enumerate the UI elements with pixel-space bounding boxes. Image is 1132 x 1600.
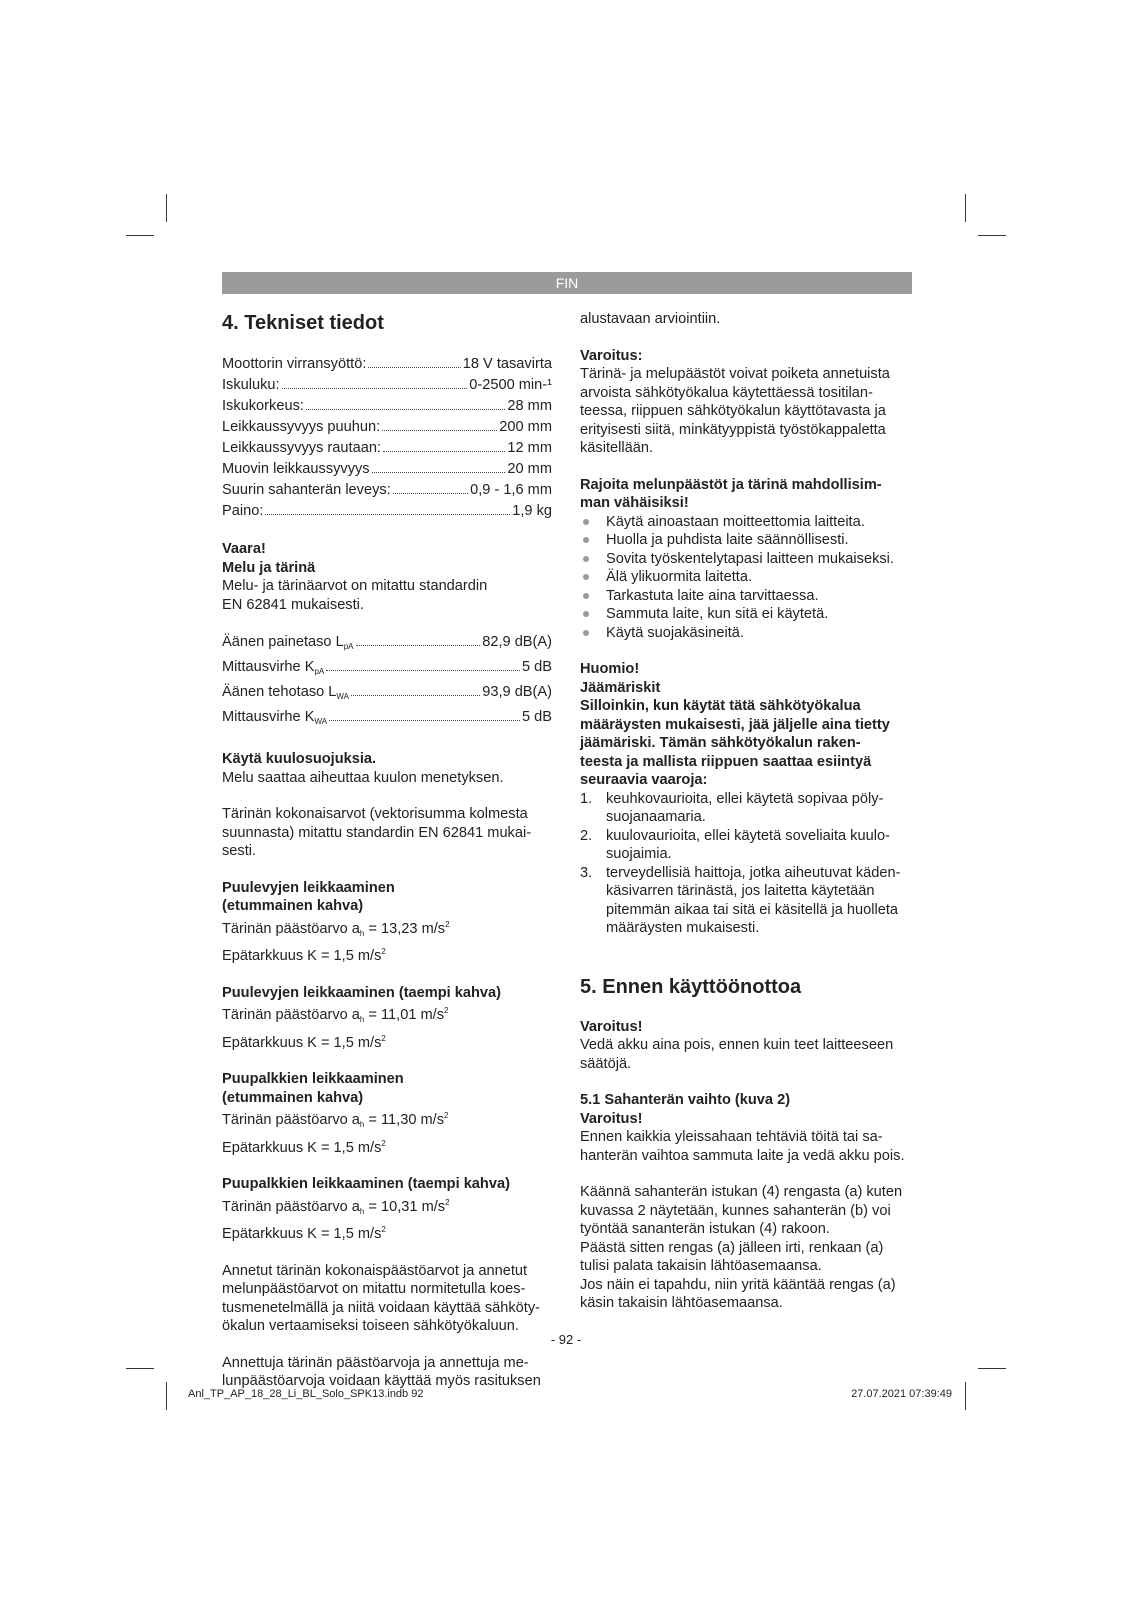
footer-datetime: 27.07.2021 07:39:49 (851, 1388, 952, 1400)
crop-mark (965, 1382, 966, 1410)
noise-subscript: pA (343, 642, 354, 651)
superscript: 2 (445, 1197, 450, 1207)
spec-row (222, 459, 552, 480)
subsection-title: 5.1 Sahanterän vaihto (kuva 2) (580, 1092, 791, 1108)
uncertainty-value: Epätarkkuus K = 1,5 $m/s^2$ (222, 1033, 386, 1051)
warning-text (580, 1128, 912, 1165)
list-item: 3. terveydellisiä haittoja, jotka aiheutuvat käden- käsivarren tärinästä, jos laitetta käytetään pitemmän aikaa tai sitä ei käsitellä ja huolleta määräysten mukaisesti. (580, 864, 901, 936)
superscript: 2 (381, 1225, 386, 1234)
noise-subscript: pA (314, 667, 325, 676)
uncertainty-value: Epätarkkuus K = 1,5 $m/s^2$ (222, 947, 386, 964)
paragraph-line: Annettuja tärinän päästöarvoja ja annettuja me- (222, 1354, 529, 1371)
list-item: Sovita työskentelytapasi laitteen mukaiseksi. (580, 550, 912, 569)
spec-row (222, 417, 552, 438)
superscript: 2 (381, 947, 386, 956)
crop-mark (126, 235, 154, 236)
superscript: 2 (444, 1111, 449, 1120)
noise-label: Äänen tehotaso $L_{WA}$ (222, 684, 350, 701)
page-number: - 92 - (550, 1332, 582, 1347)
list-item: 1. keuhkovaurioita, ellei käytetä sopivaa pöly- suojanaamaria. (580, 790, 884, 825)
spacer (222, 1244, 552, 1262)
group-title: (etummainen kahva) (222, 898, 364, 914)
spec-list (222, 354, 552, 522)
list-item: Huolla ja puhdista laite säännöllisesti. (580, 531, 912, 550)
section-title-5: 5. Ennen käyttöönottoa (580, 975, 802, 998)
paragraph-line: määräysten mukaisesti, jää jäljelle aina tietty (580, 716, 890, 733)
list-item: 2. kuulovaurioita, ellei käytetä soveliaita kuulo- suojaimia. (580, 827, 890, 862)
spec-value: 0,9 - 1,6 mm (470, 482, 552, 498)
language-header-bar: FIN (222, 272, 912, 294)
paragraph-line: lunpäästöarvoja voidaan käyttää myös rasituksen (222, 1373, 541, 1389)
noise-value: 5 dB (521, 709, 552, 725)
noise-subscript: WA (314, 717, 328, 726)
spec-row (222, 438, 552, 459)
list-number: 2. (580, 827, 593, 844)
noise-values (222, 632, 552, 732)
warning-text (580, 365, 912, 458)
noise-value: 82,9 dB(A) (482, 634, 552, 650)
list-item: Älä ylikuormita laitetta. (580, 568, 912, 587)
noise-text: EN 62841 mukaisesti. (222, 596, 364, 613)
paragraph-line: käsitellään. (580, 440, 654, 456)
spec-label: Leikkaussyvyys puuhun: (222, 419, 381, 435)
heading-line: Rajoita melunpäästöt ja tärinä mahdollisim- (580, 476, 882, 493)
dot-leader (368, 367, 460, 368)
noise-row (222, 707, 552, 732)
group-title: Puupalkkien leikkaaminen (taempi kahva) (222, 1176, 510, 1192)
spec-label: Paino: (222, 503, 264, 519)
list-number: 1. (580, 790, 593, 807)
bullet-list (580, 513, 912, 643)
emission-paragraph (222, 1262, 552, 1336)
risk-list (580, 790, 912, 938)
crop-mark (978, 235, 1006, 236)
emission-paragraph (222, 1354, 552, 1391)
spacer (222, 1157, 552, 1175)
continued-text: alustavaan arviointiin. (580, 311, 721, 327)
spec-row (222, 480, 552, 501)
vibration-value: Tärinän päästöarvo $a_h = 10,31$ $m/s^2$ (222, 1197, 450, 1216)
spec-value: 12 mm (507, 440, 552, 456)
crop-mark (978, 1368, 1006, 1369)
noise-row (222, 632, 552, 657)
paragraph-line: Jos näin ei tapahdu, niin yritä kääntää rengas (a) (580, 1276, 896, 1293)
attention-heading: Huomio! (580, 661, 640, 677)
dot-leader (329, 720, 520, 721)
paragraph-line: säätöjä. (580, 1055, 632, 1072)
paragraph-line: erityisesti siitä, minkätyyppistä työstökappaletta (580, 421, 886, 438)
value-subscript: h (359, 1015, 365, 1024)
spec-label: Moottorin virransyöttö: (222, 356, 367, 372)
noise-label: Mittausvirhe $K_{pA}$ (222, 659, 325, 676)
superscript: 2 (444, 1006, 449, 1015)
warning-heading: Varoitus: (580, 347, 643, 364)
paragraph-line: kuvassa 2 näytetään, kunnes sahanterän (b) voi (580, 1202, 891, 1219)
list-item: Sammuta laite, kun sitä ei käytetä. (580, 605, 912, 624)
group-title: Puupalkkien leikkaaminen (222, 1071, 404, 1087)
hearing-protection-heading: Käytä kuulosuojuksia. (222, 751, 377, 767)
uncertainty-value: Epätarkkuus K = 1,5 $m/s^2$ (222, 1138, 386, 1156)
noise-value: 93,9 dB(A) (482, 684, 552, 700)
right-column (580, 310, 912, 1313)
footer-filename: Anl_TP_AP_18_28_Li_BL_Solo_SPK13.indb 92 (188, 1388, 424, 1400)
noise-text: Melu- ja tärinäarvot on mitattu standardin (222, 578, 488, 594)
spec-row (222, 354, 552, 375)
spec-label: Iskukorkeus: (222, 398, 304, 414)
paragraph-line: Annetut tärinän kokonaispäästöarvot ja annetut (222, 1262, 528, 1279)
paragraph-line: käsin takaisin lähtöasemaansa. (580, 1295, 783, 1311)
paragraph-line: Tärinän kokonaisarvot (vektorisumma kolmesta (222, 806, 528, 822)
dot-leader (326, 670, 520, 671)
spec-value: 20 mm (507, 461, 552, 477)
left-column (222, 310, 552, 1391)
vibration-value: Tärinän päästöarvo $a_h = 13,23$ $m/s^2$ (222, 919, 450, 938)
paragraph-line: sesti. (222, 843, 257, 859)
vibration-value: Tärinän päästöarvo $a_h = 11,30$ $m/s^2$ (222, 1111, 449, 1129)
value-subscript: h (359, 1206, 365, 1216)
spec-label: Leikkaussyvyys rautaan: (222, 440, 381, 456)
list-item: Käytä suojakäsineitä. (580, 624, 912, 643)
dot-leader (351, 695, 480, 696)
section-title-4: 4. Tekniset tiedot (222, 312, 384, 334)
warning-heading: Varoitus! (580, 1110, 643, 1127)
paragraph-line: Käännä sahanterän istukan (4) rengasta (a) kuten (580, 1184, 903, 1200)
dot-leader (382, 430, 497, 431)
spec-value: 1,9 kg (512, 503, 552, 519)
warning-heading: Varoitus! (580, 1018, 643, 1035)
spec-row (222, 396, 552, 417)
value-subscript: h (359, 928, 365, 938)
list-item: Tarkastuta laite aina tarvittaessa. (580, 587, 912, 606)
paragraph-line: ökalun vertaamiseksi toiseen sähkötyökaluun. (222, 1318, 519, 1334)
group-title: Puulevyjen leikkaaminen (taempi kahva) (222, 984, 502, 1001)
spec-label: Iskuluku: (222, 377, 280, 393)
noise-row (222, 657, 552, 682)
spec-label: Suurin sahanterän leveys: (222, 482, 391, 498)
spec-value: 28 mm (507, 398, 552, 414)
dot-leader (265, 514, 510, 515)
list-item: Käytä ainoastaan moitteettomia laitteita. (580, 513, 912, 532)
paragraph-line: jäämäriski. Tämän sähkötyökalun raken- (580, 735, 861, 751)
paragraph-line: teessa, riippuen sähkötyökalun käyttötavasta ja (580, 403, 886, 419)
spacer (222, 1052, 552, 1070)
vibration-value: Tärinän päästöarvo $a_h = 11,01$ $m/s^2$ (222, 1006, 449, 1024)
hearing-protection-text: Melu saattaa aiheuttaa kuulon menetyksen. (222, 769, 504, 786)
dot-leader (282, 388, 468, 389)
noise-heading: Melu ja tärinä (222, 559, 316, 576)
paragraph-line: Tärinä- ja melupäästöt voivat poiketa annetuista (580, 366, 890, 382)
superscript: 2 (381, 1138, 386, 1148)
crop-mark (126, 1368, 154, 1369)
noise-label: Äänen painetaso $L_{pA}$ (222, 634, 354, 651)
paragraph-line: työntää sananterän istukan (4) rakoon. (580, 1221, 830, 1237)
warning-text (580, 1036, 912, 1073)
dot-leader (383, 451, 505, 452)
vibration-groups (222, 879, 552, 1262)
noise-value: 5 dB (521, 659, 552, 675)
paragraph-line: seuraavia vaaroja: (580, 772, 708, 788)
list-number: 3. (580, 864, 593, 881)
paragraph-line: suunnasta) mitattu standardin EN 62841 mukai- (222, 824, 532, 841)
spec-value: 18 V tasavirta (462, 356, 552, 372)
paragraph-line: melunpäästöarvot on mitattu normitetulla koes- (222, 1281, 526, 1297)
spec-value: 200 mm (499, 419, 552, 435)
group-title: (etummainen kahva) (222, 1089, 364, 1106)
spec-row (222, 375, 552, 396)
dot-leader (372, 472, 506, 473)
paragraph-line: teesta ja mallista riippuen saattaa esiintyä (580, 753, 872, 770)
group-title: Puulevyjen leikkaaminen (222, 879, 395, 896)
instruction-text (580, 1183, 912, 1313)
paragraph-line: Silloinkin, kun käytät tätä sähkötyökalua (580, 698, 861, 714)
paragraph-line: arvoista sähkötyökalua käytettäessä tositilan- (580, 384, 873, 401)
dot-leader (393, 493, 468, 494)
paragraph-line: Vedä akku aina pois, ennen kuin teet laitteeseen (580, 1037, 894, 1053)
spacer (222, 966, 552, 984)
spec-row (222, 501, 552, 522)
residual-risks-heading: Jäämäriskit (580, 679, 661, 696)
value-subscript: h (359, 1120, 365, 1129)
paragraph-line: hanterän vaihtoa sammuta laite ja vedä akku pois. (580, 1147, 905, 1164)
spec-label: Muovin leikkaussyvyys (222, 461, 370, 477)
vibration-total-text (222, 805, 552, 861)
superscript: 2 (381, 1033, 386, 1043)
heading-line: man vähäisiksi! (580, 495, 689, 511)
uncertainty-value: Epätarkkuus K = 1,5 $m/s^2$ (222, 1225, 386, 1242)
noise-row (222, 682, 552, 707)
dot-leader (306, 409, 505, 410)
paragraph-line: Päästä sitten rengas (a) jälleen irti, renkaan (a) (580, 1239, 884, 1256)
spec-value: 0-2500 min-¹ (469, 377, 552, 393)
residual-risks-intro (580, 697, 912, 790)
paragraph-line: tusmenetelmällä ja niitä voidaan käyttää sähköty- (222, 1299, 540, 1316)
crop-mark (166, 1382, 167, 1410)
dot-leader (356, 645, 481, 646)
crop-mark (166, 194, 167, 222)
noise-subscript: WA (336, 692, 350, 701)
noise-label: Mittausvirhe $K_{WA}$ (222, 709, 328, 726)
paragraph-line: Ennen kaikkia yleissahaan tehtäviä töitä tai sa- (580, 1129, 883, 1145)
limit-heading (580, 476, 912, 513)
paragraph-line: tulisi palata takaisin lähtöasemaansa. (580, 1258, 822, 1274)
superscript: 2 (445, 919, 450, 929)
warning-heading: Vaara! (222, 541, 266, 557)
crop-mark (965, 194, 966, 222)
